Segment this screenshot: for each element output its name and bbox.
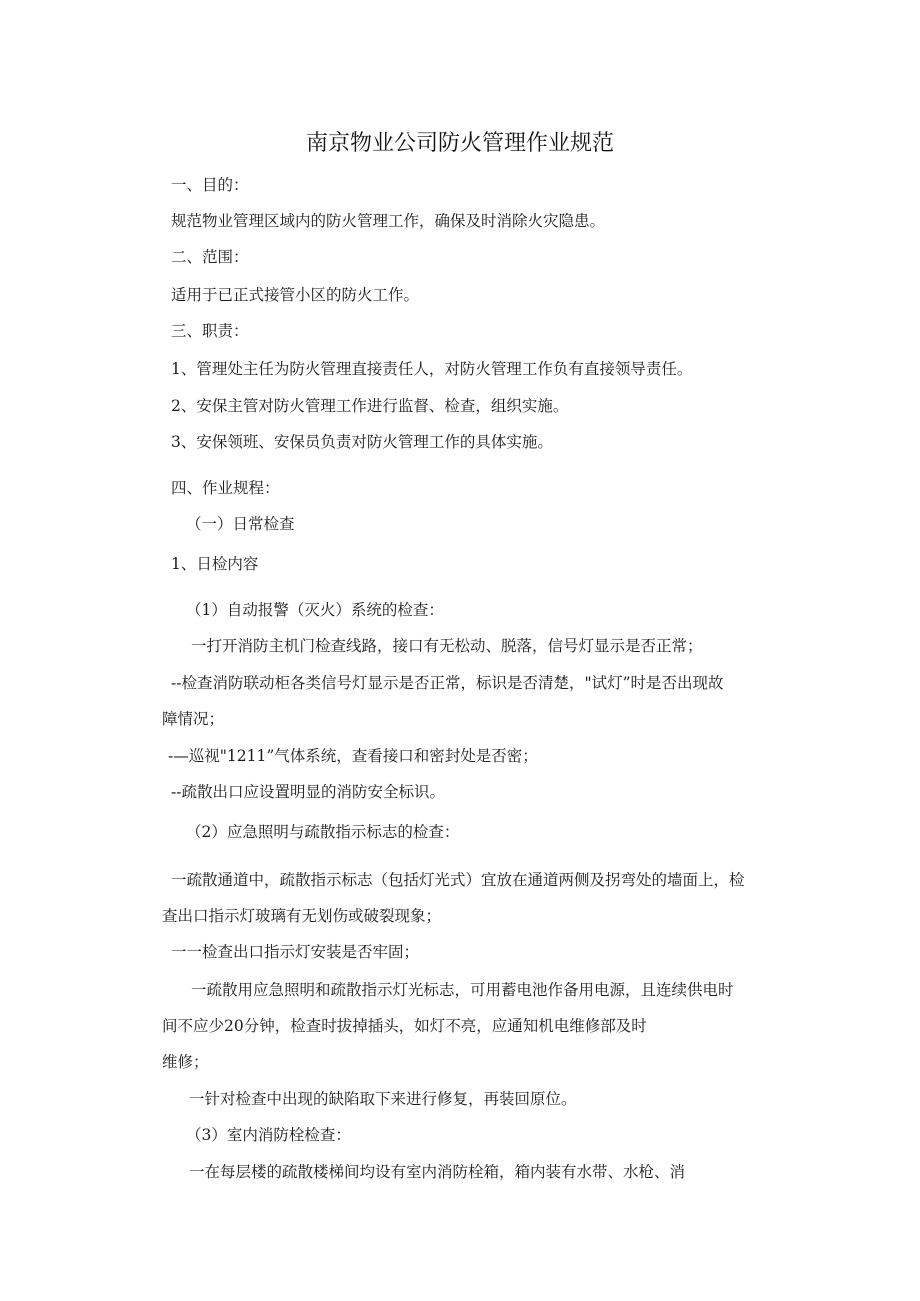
document-title: 南京物业公司防火管理作业规范 xyxy=(305,131,614,156)
lighting-line-3-cont: 间不应少20分钟，检查时拔掉插头，如灯不亮，应通知机电维修部及时 xyxy=(162,1017,647,1035)
subitem-hydrant-check: （3）室内消防栓检查： xyxy=(186,1126,351,1144)
duty-item-1: 1、管理处主任为防火管理直接责任人，对防火管理工作负有直接领导责任。 xyxy=(171,360,693,378)
item-daily-check-content: 1、日检内容 xyxy=(171,555,259,573)
lighting-line-1-cont: 查出口指示灯玻璃有无划伤或破裂现象； xyxy=(162,907,442,925)
lighting-line-4: 一针对检查中出现的缺陷取下来进行修复，再装回原位。 xyxy=(189,1090,577,1108)
lighting-line-1: 一疏散通道中，疏散指示标志（包括灯光式）宜放在通道两侧及拐弯处的墙面上，检 xyxy=(171,871,745,889)
subheading-daily-check: （一）日常检查 xyxy=(186,515,295,533)
subitem-alarm-system: （1）自动报警（灭火）系统的检查： xyxy=(186,601,444,619)
alarm-line-2: --检查消防联动柜各类信号灯显示是否正常，标识是否清楚，"试灯”时是否出现故 xyxy=(171,674,724,692)
lighting-line-3-end: 维修； xyxy=(162,1053,209,1071)
heading-duties: 三、职责： xyxy=(171,322,249,340)
hydrant-line-1: 一在每层楼的疏散楼梯间均设有室内消防栓箱，箱内装有水带、水枪、消 xyxy=(189,1163,686,1181)
lighting-line-2: 一一检查出口指示灯安装是否牢固； xyxy=(171,943,420,961)
alarm-line-3: -—巡视"1211”气体系统，查看接口和密封处是否密； xyxy=(168,747,538,765)
paragraph-scope: 适用于已正式接管小区的防火工作。 xyxy=(171,286,420,304)
lighting-line-3: 一疏散用应急照明和疏散指示灯光标志，可用蓄电池作备用电源，且连续供电时 xyxy=(191,981,734,999)
duty-item-2: 2、安保主管对防火管理工作进行监督、检查，组织实施。 xyxy=(171,397,569,415)
alarm-line-4: --疏散出口应设置明显的消防安全标识。 xyxy=(171,783,445,801)
heading-purpose: 一、目的： xyxy=(171,176,249,194)
duty-item-3: 3、安保领班、安保员负责对防火管理工作的具体实施。 xyxy=(171,433,553,451)
alarm-line-1: 一打开消防主机门检查线路，接口有无松动、脱落，信号灯显示是否正常； xyxy=(191,637,703,655)
subitem-emergency-lighting: （2）应急照明与疏散指示标志的检查： xyxy=(186,823,460,841)
paragraph-purpose: 规范物业管理区域内的防火管理工作，确保及时消除火灾隐患。 xyxy=(171,212,606,230)
heading-scope: 二、范围： xyxy=(171,248,249,266)
heading-procedures: 四、作业规程： xyxy=(171,479,280,497)
alarm-line-2-cont: 障情况； xyxy=(162,710,225,728)
